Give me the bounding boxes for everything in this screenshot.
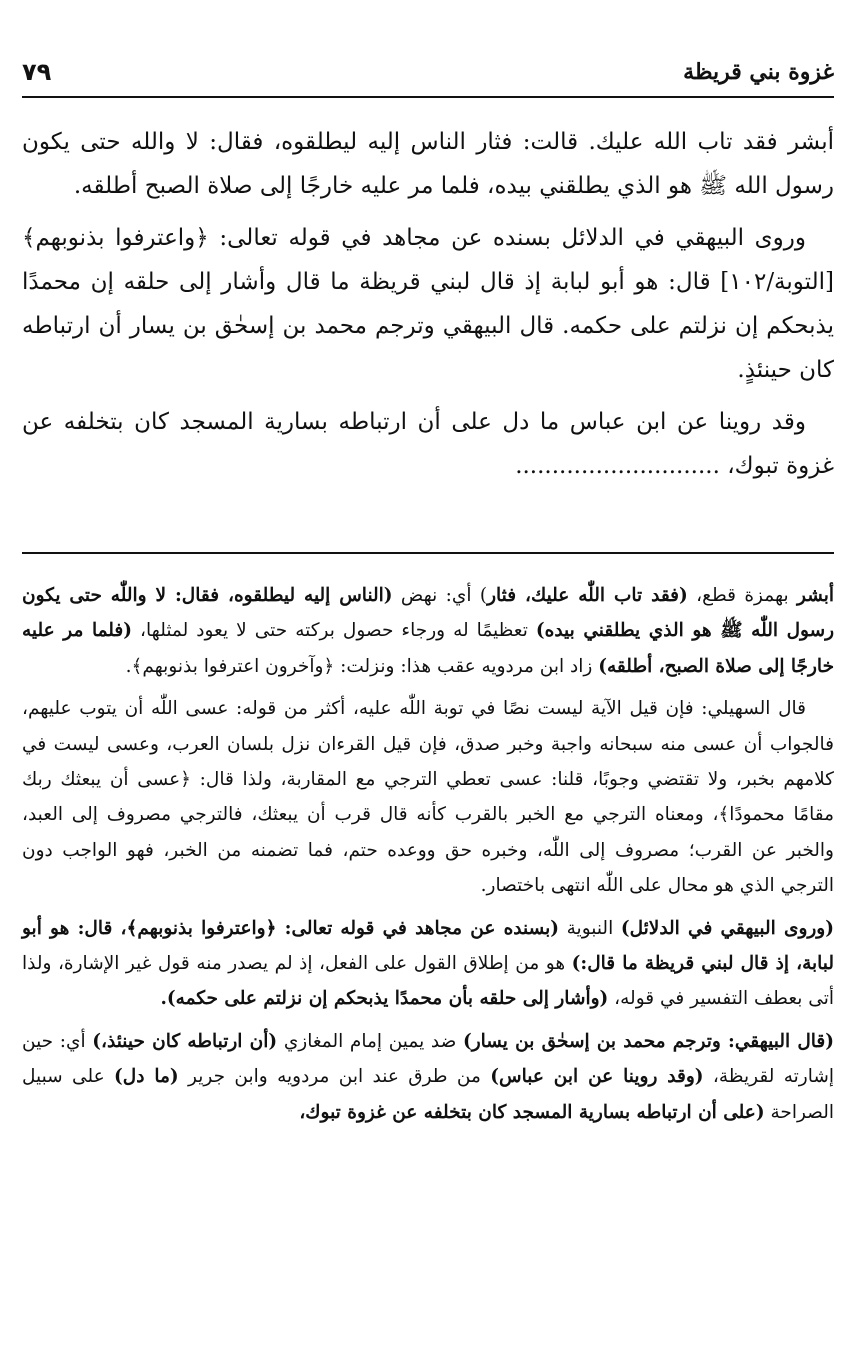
page-number: ٧٩ — [22, 58, 52, 86]
segment: ضد يمين إمام المغازي — [277, 1030, 463, 1052]
page-header — [22, 50, 834, 94]
header-rule — [22, 96, 834, 98]
segment: (وروى البيهقي في الدلائل) — [620, 917, 834, 939]
commentary-paragraph-1 — [22, 578, 834, 684]
segment: تعظيمًا له ورجاء حصول بركته حتى لا يعود لمثلها، — [132, 620, 536, 642]
main-text — [22, 120, 834, 496]
running-head: غزوة بني قريظة — [683, 59, 834, 85]
segment: أبشر — [797, 585, 834, 606]
segment: (وقد روينا عن ابن عباس) — [490, 1066, 704, 1088]
segment: النبوية — [558, 917, 621, 939]
main-paragraph-3: وقد روينا عن ابن عباس ما دل على أن ارتباطه بسارية المسجد كان بتخلفه عن غزوة تبوك، ............................ — [22, 409, 834, 479]
segment: (بسنده عن مجاهد في قوله تعالى: ﴿واعترفوا بذنوبهم﴾، قال: هو أبو لبابة، إذ قال لبني قريظة ما قال:) — [22, 917, 834, 975]
commentary-paragraph-3 — [22, 911, 834, 1017]
segment: أي: حين إشارته لقريظة، — [22, 1030, 834, 1088]
segment: (وأشار إلى حلقه بأن محمدًا يذبحكم إن نزلتم على حكمه). — [160, 988, 609, 1010]
segment: (قال البيهقي: وترجم محمد بن إسحٰق بن يسار) — [462, 1030, 834, 1052]
segment: (على أن ارتباطه بسارية المسجد كان بتخلفه عن غزوة تبوك، — [299, 1101, 765, 1123]
segment: ) أي: نهض — [392, 585, 488, 606]
main-paragraph-2: وروى البيهقي في الدلائل بسنده عن مجاهد في قوله تعالى: ﴿واعترفوا بذنوبهم﴾ [التوبة/١٠٢] قال: هو أبو لبابة إذ قال لبني قريظة ما قال وأشار إلى حلقه إن محمدًا يذبحكم إن نزلتم على حكمه. قال البيهقي وترجم محمد بن إسحٰق بن يسار أن ارتباطه كان حينئذٍ. — [22, 225, 834, 383]
segment: (فلما مر عليه خارجًا إلى صلاة الصبح، أطلقه) — [22, 620, 834, 677]
commentary-paragraph-4 — [22, 1024, 834, 1130]
commentary-rule — [22, 552, 834, 554]
segment: (أن ارتباطه كان حينئذ،) — [92, 1030, 278, 1052]
main-paragraph-1: أبشر فقد تاب الله عليك. قالت: فثار الناس إليه ليطلقوه، فقال: لا والله حتى يكون رسول الله ﷺ هو الذي يطلقني بيده، فلما مر عليه خارجًا إلى صلاة الصبح أطلقه. — [22, 129, 834, 199]
segment: من طرق عند ابن مردويه وابن جرير — [178, 1066, 491, 1088]
segment: (فقد تاب اللّٰه عليك، فثار — [487, 585, 688, 606]
commentary-paragraph-2: قال السهيلي: فإن قيل الآية ليست نصًا في توبة اللّٰه عليه، أكثر من قوله: عسى اللّٰه أن يتوب عليهم، فالجواب أن عسى منه سبحانه واجبة وخبر صدق، فإن قيل القرءان نزل بلسان العرب، وعسى ليست في كلامهم بخبر، ولا تقتضي وجوبًا، قلنا: عسى تعطي الترجي مع المقاربة، ولذا قال: ﴿عسى أن يبعثك ربك مقامًا محمودًا﴾، ومعناه الترجي مع الخبر بالقرب كأنه قال قرب أن يبعثك، فالترجي مصروف إلى العبد، والخبر عن القرب؛ مصروف إلى اللّٰه، وخبره حق ووعده حتم، فما تضمنه من الخبر، فهو الواجب دون الترجي الذي هو محال على اللّٰه انتهى باختصار. — [22, 698, 834, 897]
commentary-text — [22, 578, 834, 1137]
segment: على سبيل الصراحة — [22, 1066, 834, 1123]
segment: (ما دل) — [114, 1066, 179, 1088]
segment: هو من إطلاق القول على الفعل، إذ لم يصدر منه قول غير الإشارة، ولذا أتى بعطف التفسير في قوله، — [22, 953, 834, 1010]
segment: زاد ابن مردويه عقب هذا: ونزلت: ﴿وآخرون اعترفوا بذنوبهم﴾. — [125, 655, 599, 677]
segment: (الناس إليه ليطلقوه، فقال: لا واللّٰه حتى يكون رسول اللّٰه ﷺ هو الذي يطلقني بيده) — [22, 585, 834, 642]
segment: بهمزة قطع، — [687, 585, 797, 606]
